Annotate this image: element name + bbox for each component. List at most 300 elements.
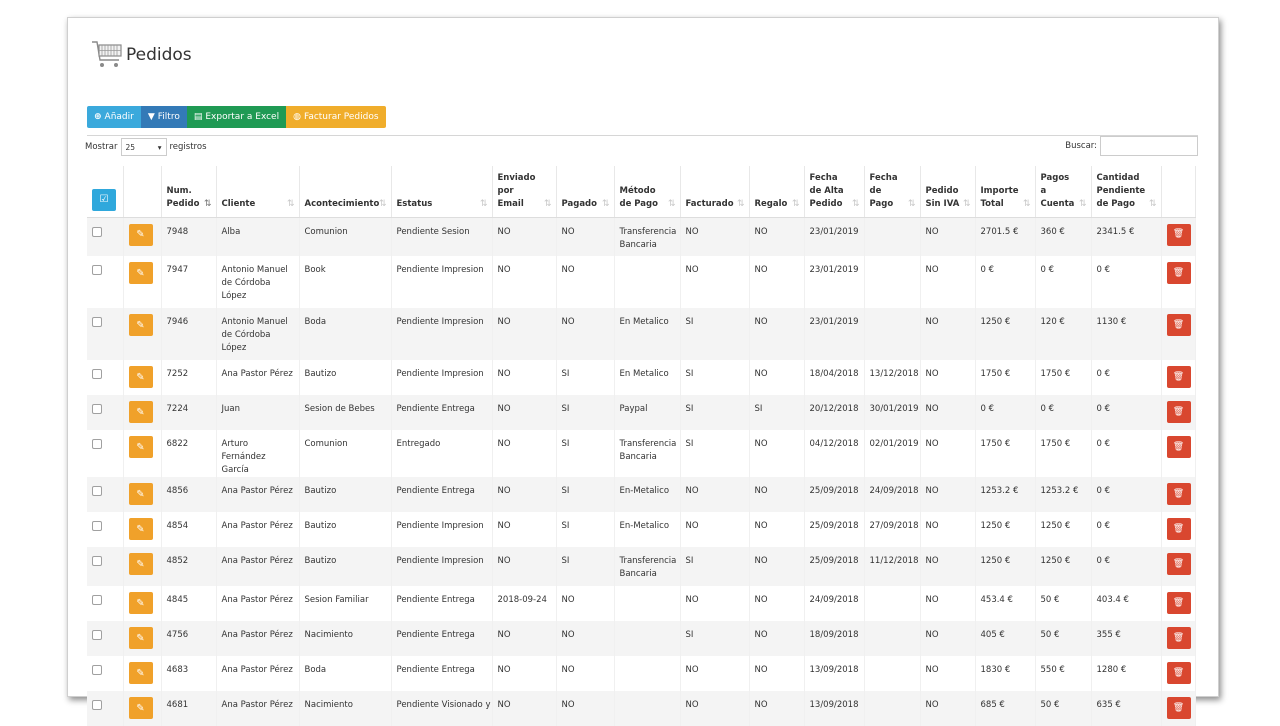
pencil-icon: ✎ <box>136 597 145 609</box>
table-cell: NO <box>749 586 804 621</box>
edit-button[interactable] <box>129 553 153 575</box>
table-cell: SI <box>556 477 614 512</box>
pencil-icon: ✎ <box>136 667 145 679</box>
column-header[interactable] <box>299 166 391 217</box>
table-cell: 0 € <box>1091 512 1161 547</box>
sort-icon: ⇅ <box>479 198 488 209</box>
table-cell: 50 € <box>1035 621 1091 656</box>
table-cell: 4854 <box>161 512 216 547</box>
row-delete-cell <box>1161 430 1195 477</box>
sort-icon: ⇅ <box>791 198 800 209</box>
table-cell: Pendiente Entrega <box>391 586 492 621</box>
table-cell: Transferencia Bancaria <box>614 430 680 477</box>
table-cell: 20/12/2018 <box>804 395 864 430</box>
column-header-label: Regalo <box>754 198 788 209</box>
table-cell: NO <box>680 586 749 621</box>
table-cell: NO <box>920 586 975 621</box>
table-cell: 2018-09-24 <box>492 586 556 621</box>
table-cell: Pendiente Impresion <box>391 512 492 547</box>
row-select-cell <box>87 547 123 586</box>
column-header[interactable] <box>975 166 1035 217</box>
table-cell: NO <box>920 691 975 726</box>
file-icon: ▤ <box>193 112 203 122</box>
table-row <box>87 621 1195 656</box>
table-cell: 1250 € <box>1035 547 1091 586</box>
row-delete-cell <box>1161 691 1195 726</box>
table-cell: Pendiente Entrega <box>391 477 492 512</box>
table-cell <box>614 256 680 308</box>
row-checkbox[interactable] <box>92 439 102 449</box>
edit-button[interactable] <box>129 592 153 614</box>
table-row <box>87 512 1195 547</box>
table-row <box>87 547 1195 586</box>
table-cell: 1750 € <box>1035 430 1091 477</box>
table-cell: NO <box>492 308 556 360</box>
column-header-label: de Pago <box>619 198 658 209</box>
table-cell: 50 € <box>1035 691 1091 726</box>
table-cell: Pendiente Entrega <box>391 395 492 430</box>
table-cell: 02/01/2019 <box>864 430 920 477</box>
table-cell: NO <box>556 308 614 360</box>
table-cell: 11/12/2018 <box>864 547 920 586</box>
table-cell: 1253.2 € <box>1035 477 1091 512</box>
row-edit-cell <box>123 586 161 621</box>
table-cell: Ana Pastor Pérez <box>216 360 299 395</box>
length-select-value: 25 <box>125 142 136 152</box>
table-cell: 23/01/2019 <box>804 217 864 256</box>
edit-button[interactable] <box>129 314 153 336</box>
sort-icon: ⇅ <box>736 198 745 209</box>
sort-icon: ⇅ <box>907 198 916 209</box>
row-select-cell <box>87 395 123 430</box>
table-cell: Pendiente Visionado y <box>391 691 492 726</box>
row-edit-cell <box>123 430 161 477</box>
table-cell: 360 € <box>1035 217 1091 256</box>
row-checkbox[interactable] <box>92 486 102 496</box>
select-all-header <box>87 166 123 217</box>
table-cell: NO <box>556 691 614 726</box>
delete-button[interactable] <box>1167 697 1191 719</box>
table-cell: NO <box>749 656 804 691</box>
edit-button[interactable] <box>129 401 153 423</box>
row-edit-cell <box>123 691 161 726</box>
column-header-label: Pedido <box>809 198 843 209</box>
table-cell: 7946 <box>161 308 216 360</box>
delete-button[interactable] <box>1167 224 1191 246</box>
table-cell: NO <box>749 547 804 586</box>
row-select-cell <box>87 621 123 656</box>
table-cell: 27/09/2018 <box>864 512 920 547</box>
column-header[interactable] <box>1035 166 1091 217</box>
table-cell: NO <box>492 691 556 726</box>
table-cell: En-Metalico <box>614 512 680 547</box>
pencil-icon: ✎ <box>136 267 145 279</box>
row-checkbox[interactable] <box>92 665 102 675</box>
column-header-label: Cliente <box>221 198 256 209</box>
pencil-icon: ✎ <box>136 229 145 240</box>
delete-button[interactable] <box>1167 592 1191 614</box>
table-cell: NO <box>492 217 556 256</box>
row-checkbox[interactable] <box>92 265 102 275</box>
row-checkbox[interactable] <box>92 227 102 237</box>
pencil-icon: ✎ <box>136 371 145 383</box>
pencil-icon: ✎ <box>136 523 145 535</box>
column-header[interactable] <box>920 166 975 217</box>
delete-button[interactable] <box>1167 518 1191 540</box>
bill-orders-button[interactable] <box>286 106 385 128</box>
table-cell: Transferencia Bancaria <box>614 217 680 256</box>
table-cell: Pendiente Impresion <box>391 547 492 586</box>
sort-icon: ⇅ <box>1148 198 1157 209</box>
divider <box>87 135 1198 136</box>
column-header-label: Total <box>980 198 1004 209</box>
row-delete-cell <box>1161 395 1195 430</box>
table-cell: NO <box>492 256 556 308</box>
table-cell: NO <box>920 308 975 360</box>
row-delete-cell <box>1161 547 1195 586</box>
edit-button[interactable] <box>129 366 153 388</box>
column-header-label: Estatus <box>396 198 433 209</box>
sort-icon: ⇅ <box>1078 198 1087 209</box>
table-cell: 405 € <box>975 621 1035 656</box>
edit-button[interactable] <box>129 518 153 540</box>
table-row <box>87 308 1195 360</box>
table-cell: 4681 <box>161 691 216 726</box>
table-cell: SI <box>680 360 749 395</box>
row-checkbox[interactable] <box>92 317 102 327</box>
column-header-label: Pedido <box>925 185 959 196</box>
table-cell: 23/01/2019 <box>804 308 864 360</box>
column-header[interactable] <box>391 166 492 217</box>
column-header[interactable] <box>216 166 299 217</box>
column-header-label: Pagado <box>561 198 597 209</box>
sort-icon: ⇅ <box>667 198 676 209</box>
table-cell: 1130 € <box>1091 308 1161 360</box>
table-cell: Bautizo <box>299 477 391 512</box>
table-cell: Ana Pastor Pérez <box>216 691 299 726</box>
column-header[interactable] <box>556 166 614 217</box>
table-cell: 1253.2 € <box>975 477 1035 512</box>
sort-icon: ⇅ <box>962 198 971 209</box>
table-cell: NO <box>920 477 975 512</box>
table-cell: Book <box>299 256 391 308</box>
table-cell: 403.4 € <box>1091 586 1161 621</box>
table-cell <box>864 586 920 621</box>
table-cell: 1750 € <box>975 360 1035 395</box>
row-checkbox[interactable] <box>92 700 102 710</box>
table-cell: 13/09/2018 <box>804 656 864 691</box>
table-cell: NO <box>556 586 614 621</box>
sort-icon: ⇅ <box>543 198 552 209</box>
table-cell: 0 € <box>975 256 1035 308</box>
column-header[interactable] <box>864 166 920 217</box>
edit-button[interactable] <box>129 697 153 719</box>
row-checkbox[interactable] <box>92 369 102 379</box>
table-cell: 1250 € <box>1035 512 1091 547</box>
delete-button[interactable] <box>1167 483 1191 505</box>
table-cell: 7224 <box>161 395 216 430</box>
row-checkbox[interactable] <box>92 404 102 414</box>
trash-icon: 🗑 <box>1172 558 1185 569</box>
table-cell: NO <box>556 656 614 691</box>
column-header-label: Sin IVA <box>925 198 960 209</box>
toolbar <box>87 106 386 128</box>
row-edit-cell <box>123 217 161 256</box>
table-cell: En-Metalico <box>614 477 680 512</box>
row-edit-cell <box>123 360 161 395</box>
table-cell: Pendiente Impresion <box>391 360 492 395</box>
pencil-icon: ✎ <box>136 488 145 500</box>
table-cell <box>864 217 920 256</box>
trash-icon: 🗑 <box>1172 488 1185 499</box>
table-cell: 1280 € <box>1091 656 1161 691</box>
table-cell: 4845 <box>161 586 216 621</box>
column-header-label: Facturado <box>685 198 734 209</box>
invoice-icon: ◍ <box>293 112 301 122</box>
sort-icon: ⇅ <box>286 198 295 209</box>
page-title: Pedidos <box>126 45 192 65</box>
table-cell: 453.4 € <box>975 586 1035 621</box>
table-cell: NO <box>920 621 975 656</box>
table-cell: Bautizo <box>299 512 391 547</box>
pencil-icon: ✎ <box>136 406 145 418</box>
row-delete-cell <box>1161 656 1195 691</box>
shopping-cart-icon <box>90 38 124 72</box>
table-row <box>87 656 1195 691</box>
table-cell: 1750 € <box>975 430 1035 477</box>
column-header-label: de Alta <box>809 185 844 196</box>
table-row <box>87 430 1195 477</box>
table-cell: 23/01/2019 <box>804 256 864 308</box>
table-cell: Sesion de Bebes <box>299 395 391 430</box>
table-cell: 685 € <box>975 691 1035 726</box>
add-button-label: Añadir <box>104 112 134 122</box>
column-header-label: Enviado <box>497 172 536 183</box>
column-header-label: Acontecimiento <box>304 198 380 209</box>
table-cell: NO <box>680 477 749 512</box>
table-cell: En Metalico <box>614 360 680 395</box>
table-cell: 0 € <box>1091 430 1161 477</box>
table-cell: 7948 <box>161 217 216 256</box>
table-cell: 1830 € <box>975 656 1035 691</box>
column-header[interactable] <box>492 166 556 217</box>
export-excel-button[interactable] <box>187 106 286 128</box>
page-header <box>90 38 192 72</box>
table-cell: 2341.5 € <box>1091 217 1161 256</box>
table-cell: 355 € <box>1091 621 1161 656</box>
table-cell: NO <box>920 512 975 547</box>
search-area <box>1065 136 1198 156</box>
table-cell <box>864 308 920 360</box>
row-checkbox[interactable] <box>92 556 102 566</box>
table-cell: Antonio Manuel de Córdoba López <box>216 256 299 308</box>
table-cell: NO <box>680 656 749 691</box>
trash-icon: 🗑 <box>1172 702 1185 713</box>
table-cell: Ana Pastor Pérez <box>216 621 299 656</box>
table-cell: 0 € <box>1091 256 1161 308</box>
edit-button[interactable] <box>129 662 153 684</box>
table-cell: NO <box>749 477 804 512</box>
table-cell <box>614 586 680 621</box>
column-header[interactable] <box>680 166 749 217</box>
table-cell: NO <box>556 256 614 308</box>
table-cell: Nacimiento <box>299 621 391 656</box>
filter-icon: ▼ <box>147 112 155 122</box>
table-cell: NO <box>920 430 975 477</box>
edit-button[interactable] <box>129 483 153 505</box>
row-edit-cell <box>123 512 161 547</box>
delete-button[interactable] <box>1167 436 1191 458</box>
add-button[interactable] <box>87 106 141 128</box>
table-cell: NO <box>749 512 804 547</box>
trash-icon: 🗑 <box>1172 523 1185 534</box>
column-header-label: Num. <box>166 185 192 196</box>
table-row <box>87 477 1195 512</box>
row-select-cell <box>87 656 123 691</box>
table-cell: NO <box>492 547 556 586</box>
pencil-icon: ✎ <box>136 632 145 644</box>
table-cell: 50 € <box>1035 586 1091 621</box>
table-cell: Juan <box>216 395 299 430</box>
table-cell: Boda <box>299 656 391 691</box>
table-cell: 1250 € <box>975 308 1035 360</box>
table-cell: SI <box>556 395 614 430</box>
column-header-label: Email <box>497 198 524 209</box>
table-header-row <box>87 166 1195 217</box>
delete-button[interactable] <box>1167 262 1191 284</box>
select-all-button[interactable] <box>92 189 116 211</box>
row-checkbox[interactable] <box>92 521 102 531</box>
edit-button[interactable] <box>129 262 153 284</box>
edit-button[interactable] <box>129 627 153 649</box>
table-cell: 7252 <box>161 360 216 395</box>
length-menu-prefix: Mostrar <box>85 142 118 152</box>
table-cell: NO <box>920 256 975 308</box>
sort-icon: ⇅ <box>1022 198 1031 209</box>
table-cell: SI <box>680 430 749 477</box>
table-cell: 550 € <box>1035 656 1091 691</box>
table-cell: Arturo Fernández García <box>216 430 299 477</box>
table-cell: NO <box>749 360 804 395</box>
table-cell: NO <box>920 217 975 256</box>
column-header-label: Cuenta <box>1040 198 1075 209</box>
delete-button[interactable] <box>1167 553 1191 575</box>
trash-icon: 🗑 <box>1172 441 1185 452</box>
trash-icon: 🗑 <box>1172 632 1185 643</box>
table-cell: 0 € <box>1035 395 1091 430</box>
search-input[interactable] <box>1100 136 1198 156</box>
table-cell: 0 € <box>1091 477 1161 512</box>
table-cell: Nacimiento <box>299 691 391 726</box>
table-cell: 4852 <box>161 547 216 586</box>
delete-button[interactable] <box>1167 401 1191 423</box>
table-cell: 18/04/2018 <box>804 360 864 395</box>
table-cell: NO <box>680 691 749 726</box>
trash-icon: 🗑 <box>1172 406 1185 417</box>
table-cell: Alba <box>216 217 299 256</box>
table-cell: NO <box>749 256 804 308</box>
row-delete-cell <box>1161 512 1195 547</box>
row-edit-cell <box>123 477 161 512</box>
table-cell: Transferencia Bancaria <box>614 547 680 586</box>
delete-button[interactable] <box>1167 662 1191 684</box>
column-header[interactable] <box>1091 166 1161 217</box>
row-edit-cell <box>123 256 161 308</box>
table-cell: 0 € <box>1091 547 1161 586</box>
table-cell: Ana Pastor Pérez <box>216 512 299 547</box>
delete-button[interactable] <box>1167 314 1191 336</box>
table-cell: NO <box>749 621 804 656</box>
column-header-label: Cantidad <box>1096 172 1140 183</box>
row-delete-cell <box>1161 360 1195 395</box>
table-cell: 120 € <box>1035 308 1091 360</box>
pencil-icon: ✎ <box>136 702 145 714</box>
table-cell: 25/09/2018 <box>804 512 864 547</box>
table-cell: 0 € <box>975 395 1035 430</box>
table-cell: Comunion <box>299 430 391 477</box>
table-row <box>87 586 1195 621</box>
table-cell: NO <box>920 547 975 586</box>
sort-icon: ⇅ <box>378 198 387 209</box>
pencil-icon: ✎ <box>136 558 145 570</box>
table-cell: 7947 <box>161 256 216 308</box>
table-cell: SI <box>749 395 804 430</box>
table-cell: SI <box>556 360 614 395</box>
row-checkbox[interactable] <box>92 630 102 640</box>
table-cell: SI <box>556 430 614 477</box>
edit-button[interactable] <box>129 436 153 458</box>
delete-button[interactable] <box>1167 627 1191 649</box>
table-cell: NO <box>749 217 804 256</box>
table-cell <box>864 691 920 726</box>
row-select-cell <box>87 691 123 726</box>
table-cell: SI <box>680 547 749 586</box>
sort-icon: ⇅ <box>203 198 212 209</box>
table-cell: NO <box>680 256 749 308</box>
table-cell: NO <box>920 656 975 691</box>
table-cell: 25/09/2018 <box>804 547 864 586</box>
orders-table <box>87 166 1196 726</box>
column-header[interactable] <box>749 166 804 217</box>
table-cell: 2701.5 € <box>975 217 1035 256</box>
trash-icon: 🗑 <box>1172 267 1185 278</box>
row-edit-cell <box>123 656 161 691</box>
filter-button[interactable] <box>141 106 187 128</box>
column-header[interactable] <box>161 166 216 217</box>
trash-icon: 🗑 <box>1172 319 1185 330</box>
table-cell: SI <box>680 621 749 656</box>
column-header[interactable] <box>804 166 864 217</box>
column-header[interactable] <box>614 166 680 217</box>
table-cell <box>864 256 920 308</box>
table-cell: NO <box>556 217 614 256</box>
row-delete-cell <box>1161 586 1195 621</box>
length-select[interactable] <box>121 138 167 156</box>
pencil-icon: ✎ <box>136 319 145 331</box>
table-cell: Pendiente Sesion <box>391 217 492 256</box>
row-select-cell <box>87 477 123 512</box>
table-cell: SI <box>680 395 749 430</box>
table-row <box>87 360 1195 395</box>
pencil-icon: ✎ <box>136 441 145 453</box>
delete-button[interactable] <box>1167 366 1191 388</box>
row-select-cell <box>87 586 123 621</box>
table-cell: 4683 <box>161 656 216 691</box>
sort-icon: ⇅ <box>601 198 610 209</box>
edit-button[interactable] <box>129 224 153 246</box>
column-header-label: Pagos <box>1040 172 1070 183</box>
row-checkbox[interactable] <box>92 595 102 605</box>
